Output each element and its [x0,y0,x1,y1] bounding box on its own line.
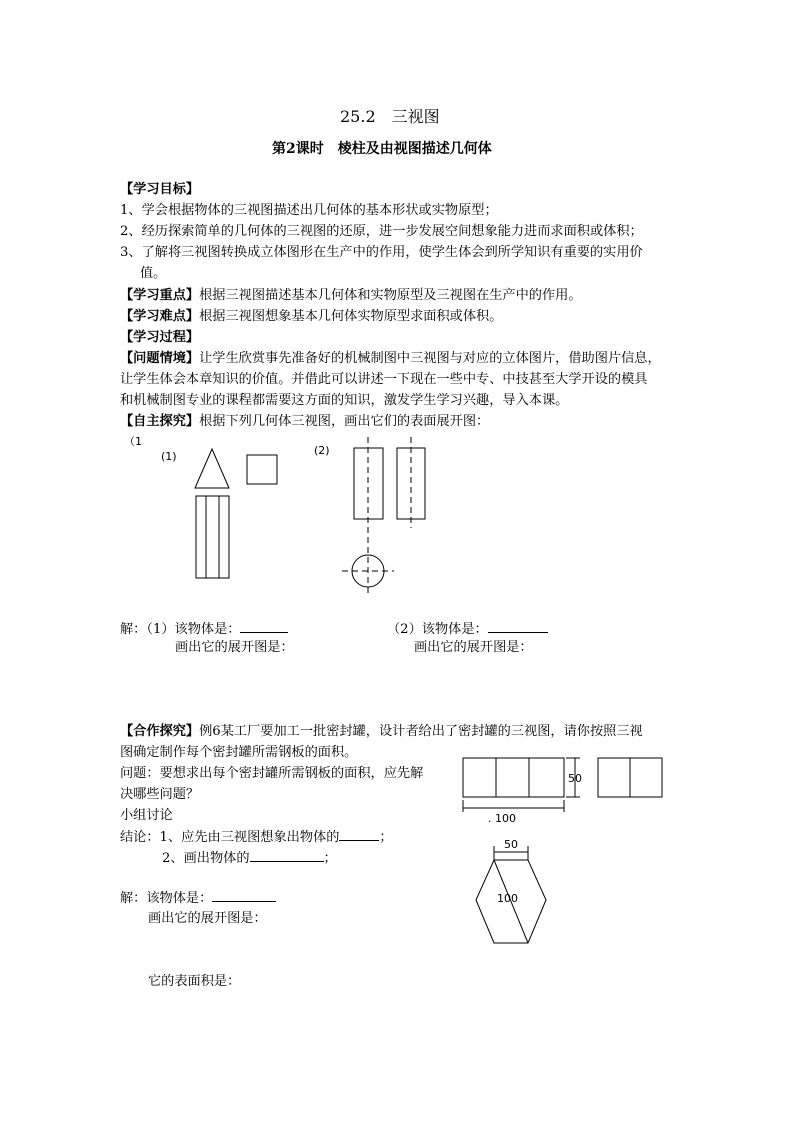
coop-answer-prefix: 解：该物体是： [120,891,213,906]
solution1-draw: 画出它的展开图是： [175,640,294,655]
self-explore-text: 根据下列几何体三视图，画出它们的表面展开图： [199,414,490,429]
dim-label-top: 50 [504,838,518,851]
scenario-line: 让学生体会本章知识的价值。并借此可以讲述一下现在一些中专、中技甚至大学开设的模具 [120,372,648,387]
answer-blank[interactable] [488,619,548,633]
page-subtitle: 第2课时 棱柱及由视图描述几何体 [272,141,492,157]
fig1-rect-view [196,496,229,578]
conclusion2-end: ； [323,851,337,866]
scenario-line: 和机械制图专业的课程都需要这方面的知识，激发学生学习兴趣，导入本课。 [120,393,569,408]
coop-conclusion-2 [162,848,337,869]
solution1-part2 [387,619,548,640]
objective-item: 1、学会根据物体的三视图描述出几何体的基本形状或实物原型； [120,203,498,218]
coop-text: 例6某工厂要加工一批密封罐，设计者给出了密封罐的三视图，请你按照三视 [199,724,643,739]
solution1-part2-prefix: （2）该物体是： [387,622,488,637]
coop-area: 它的表面积是： [148,974,241,989]
coop-conclusion-1 [120,827,393,848]
coop-answer [120,888,276,909]
solution1-line [120,619,288,640]
scenario-label: 【问题情境】 [120,351,200,366]
figure2-label: (2) [314,444,330,457]
answer-blank[interactable] [212,888,276,902]
coop-line [120,722,643,742]
objective-item: 3、了解将三视图转换成立体图形在生产中的作用，使学生体会到所学知识有重要的实用价 [120,245,643,260]
difficulty-label: 【学习难点】 [120,309,200,324]
conclusion1-end: ； [379,830,393,845]
coop-line: 图确定制作每个密封罐所需钢板的面积。 [120,745,358,760]
objective-item: 2、经历探索简单的几何体的三视图的还原，进一步发展空间想象能力进而求面积或体积； [120,224,643,239]
fig1-triangle-view [195,449,229,488]
conclusion1-text: 结论：1、应先由三视图想象出物体的 [120,830,340,845]
objective-item: 值。 [140,266,167,281]
coop-group: 小组讨论 [120,808,173,823]
dim-label-diagonal: 100 [497,892,518,905]
answer-blank[interactable] [250,848,324,862]
coop-label: 【合作探究】 [120,724,200,739]
process-heading: 【学习过程】 [120,330,200,345]
key-point-label: 【学习重点】 [120,288,200,303]
coop-draw: 画出它的展开图是： [148,911,267,926]
difficulty-text: 根据三视图想象基本几何体实物原型求面积或体积。 [199,309,503,324]
figure1-label: (1) [161,450,177,463]
objectives-heading: 【学习目标】 [120,182,200,197]
dim-label-height: 50 [568,772,582,785]
key-point-text: 根据三视图描述基本几何体和实物原型及三视图在生产中的作用。 [199,288,582,303]
page-title: 25.2 三视图 [340,107,440,126]
scenario-text: 让学生欣赏事先准备好的机械制图中三视图与对应的立体图片，借助图片信息， [199,351,661,366]
coop-question: 决哪些问题？ [120,787,200,802]
answer-blank[interactable] [240,619,288,633]
fig1-square-view [247,455,277,484]
dim-label-width: . 100 [488,812,516,825]
solution1-draw2: 画出它的展开图是： [414,640,533,655]
figure1-stray-label: （1 [124,435,142,448]
coop-question: 问题：要想求出每个密封罐所需钢板的面积，应先解 [120,766,424,781]
answer-blank[interactable] [339,827,379,841]
self-explore-label: 【自主探究】 [120,414,200,429]
conclusion2-text: 2、画出物体的 [162,851,250,866]
solution1-prefix: 解：（1）该物体是： [120,622,241,637]
coop-front-view [463,758,564,797]
